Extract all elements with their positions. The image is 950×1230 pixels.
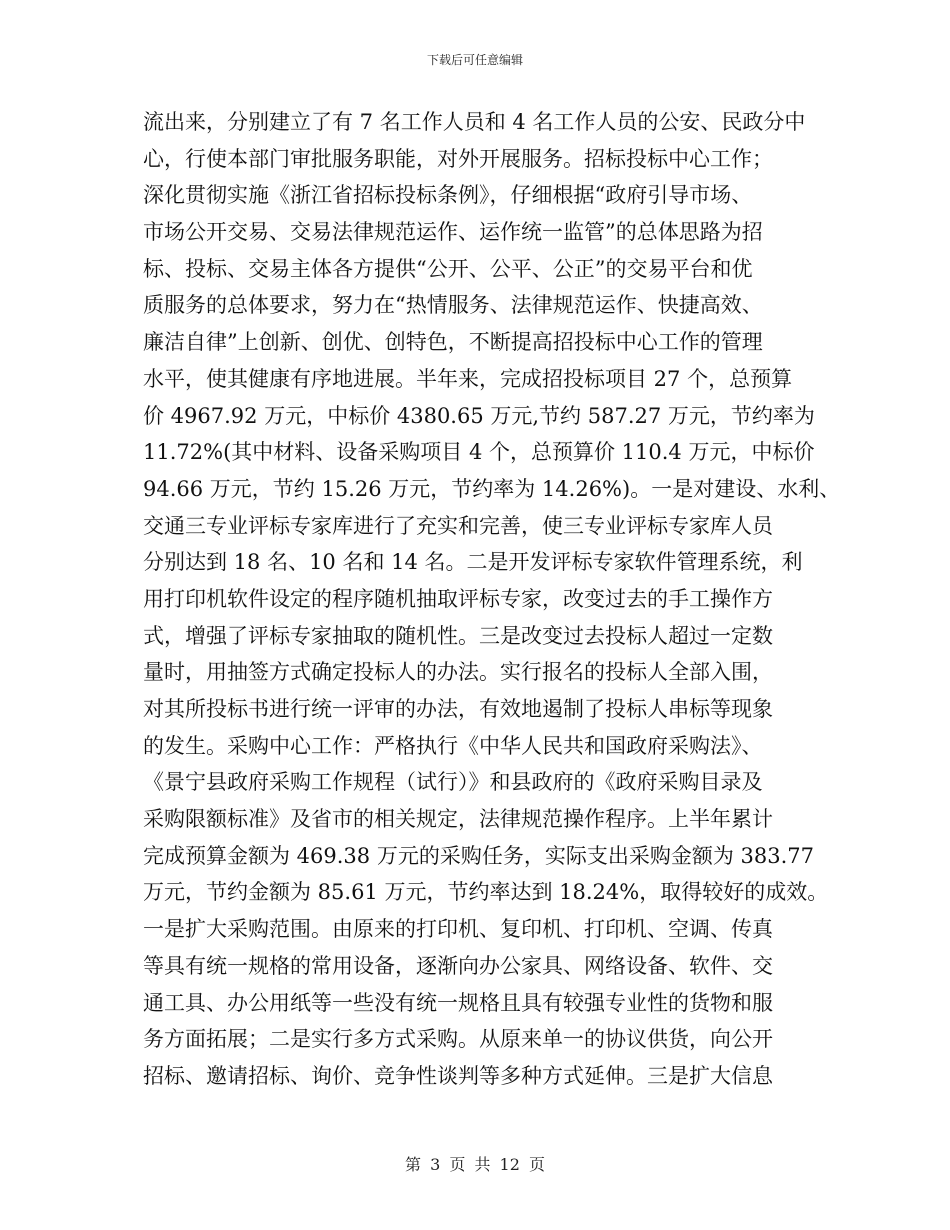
body-line: 质服务的总体要求，努力在“热情服务、法律规范运作、快捷高效、	[143, 293, 763, 318]
body-line: 市场公开交易、交易法律规范运作、运作统一监管”的总体思路为招	[143, 220, 763, 245]
document-body	[143, 104, 841, 1095]
page-footer: 第 3 页 共 12 页	[405, 1155, 545, 1174]
body-line: 等具有统一规格的常用设备，逐渐向办公家具、网络设备、软件、交	[143, 953, 773, 978]
body-line: 的发生。采购中心工作：严格执行《中华人民共和国政府采购法》、	[143, 733, 763, 758]
body-line: 分别达到 18 名、10 名和 14 名。二是开发评标专家软件管理系统，利	[143, 550, 803, 575]
body-line: 价 4967.92 万元，中标价 4380.65 万元,节约 587.27 万元，节约率为	[143, 403, 815, 428]
body-line: 式，增强了评标专家抽取的随机性。三是改变过去投标人超过一定数	[143, 623, 773, 648]
body-line: 交通三专业评标专家库进行了充实和完善，使三专业评标专家库人员	[143, 513, 773, 538]
body-line: 量时，用抽签方式确定投标人的办法。实行报名的投标人全部入围，	[143, 660, 773, 685]
body-line: 流出来，分别建立了有 7 名工作人员和 4 名工作人员的公安、民政分中	[143, 110, 806, 134]
body-line: 通工具、办公用纸等一些没有统一规格且具有较强专业性的货物和服	[143, 990, 773, 1015]
body-line: 完成预算金额为 469.38 万元的采购任务，实际支出采购金额为 383.77	[143, 843, 814, 868]
body-line: 水平，使其健康有序地进展。半年来，完成招投标项目 27 个，总预算	[143, 366, 793, 391]
body-line: 采购限额标准》及省市的相关规定，法律规范操作程序。上半年累计	[143, 807, 773, 832]
body-line: 对其所投标书进行统一评审的办法，有效地遏制了投标人串标等现象	[143, 697, 773, 721]
body-line: 深化贯彻实施《浙江省招标投标条例》，仔细根据“政府引导市场、	[143, 183, 753, 208]
body-line: 一是扩大采购范围。由原来的打印机、复印机、打印机、空调、传真	[143, 917, 773, 942]
body-line: 务方面拓展；二是实行多方式采购。从原来单一的协议供货，向公开	[143, 1027, 773, 1052]
body-line: 心，行使本部门审批服务职能，对外开展服务。招标投标中心工作；	[143, 146, 773, 171]
body-line: 11.72%(其中材料、设备采购项目 4 个，总预算价 110.4 万元，中标价	[143, 440, 815, 465]
body-line: 《景宁县政府采购工作规程（试行）》和县政府的《政府采购目录及	[143, 770, 763, 795]
body-line: 廉洁自律”上创新、创优、创特色，不断提高招投标中心工作的管理	[143, 330, 763, 355]
body-line: 用打印机软件设定的程序随机抽取评标专家，改变过去的手工操作方	[143, 586, 773, 611]
body-line: 94.66 万元，节约 15.26 万元，节约率为 14.26%)。一是对建设、水利、	[143, 476, 841, 501]
body-line: 标、投标、交易主体各方提供“公开、公平、公正”的交易平台和优	[143, 256, 753, 281]
body-line: 招标、邀请招标、询价、竞争性谈判等多种方式延伸。三是扩大信息	[143, 1063, 773, 1088]
page-header: 下载后可任意编辑	[426, 53, 523, 67]
body-line: 万元，节约金额为 85.61 万元，节约率达到 18.24%，取得较好的成效。	[143, 880, 829, 905]
